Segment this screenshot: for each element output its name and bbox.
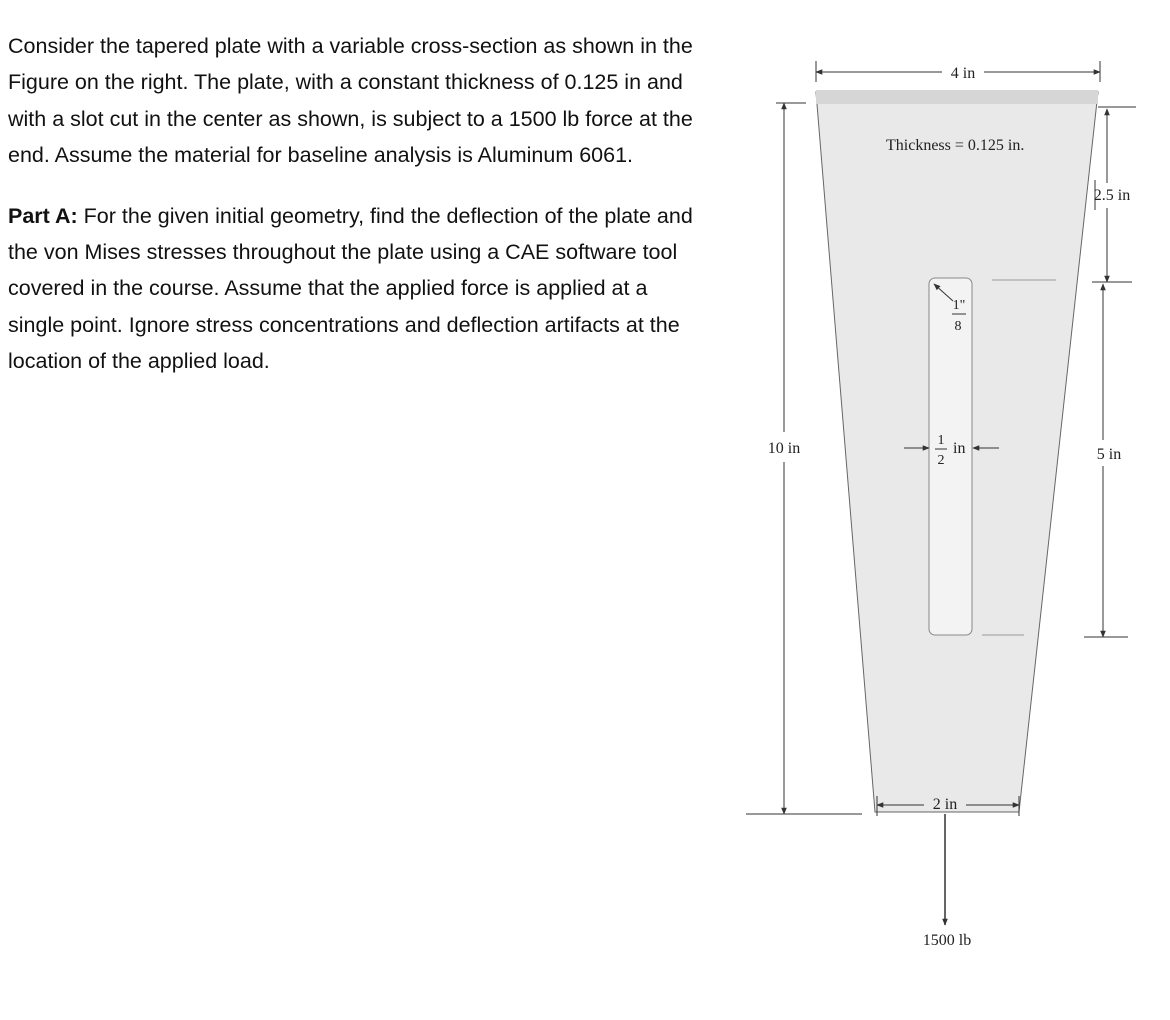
center-slot xyxy=(929,278,972,635)
slot-length-label: 5 in xyxy=(1096,446,1122,463)
plate-top-band xyxy=(816,90,1098,104)
thickness-label: Thickness = 0.125 in. xyxy=(886,137,1025,154)
upper-offset-label: 2.5 in xyxy=(1093,187,1131,204)
applied-load xyxy=(923,814,971,949)
slot-width-denominator: 2 xyxy=(937,453,945,468)
part-a-text: For the given initial geometry, find the deflection of the plate and the von Mises stresses throughout the plate using a CAE software tool covered in the course. Assume that the applied force is applied at a single point. Ignore stress concentrations and deflection artifacts at the location of the applied load. xyxy=(8,203,693,374)
slot-radius-denominator: 8 xyxy=(954,319,962,334)
slot-radius-numerator: 1" xyxy=(952,298,966,313)
part-a-label: Part A: xyxy=(8,203,78,228)
top-width-label: 4 in xyxy=(950,65,976,82)
bottom-width-label: 2 in xyxy=(932,796,958,813)
force-label: 1500 lb xyxy=(922,932,972,949)
slot-width-unit: in xyxy=(953,440,966,457)
slot-width-numerator: 1 xyxy=(937,433,945,448)
top-width-dimension xyxy=(816,61,1100,82)
height-label: 10 in xyxy=(767,440,801,457)
problem-intro: Consider the tapered plate with a variable cross-section as shown in the Figure on the right. The plate, with a constant thickness of 0.125 in and with a slot cut in the center as shown, is subject to a 1500 lb force at the end. Assume the material for baseline analysis is Aluminum 6061. xyxy=(8,34,693,168)
